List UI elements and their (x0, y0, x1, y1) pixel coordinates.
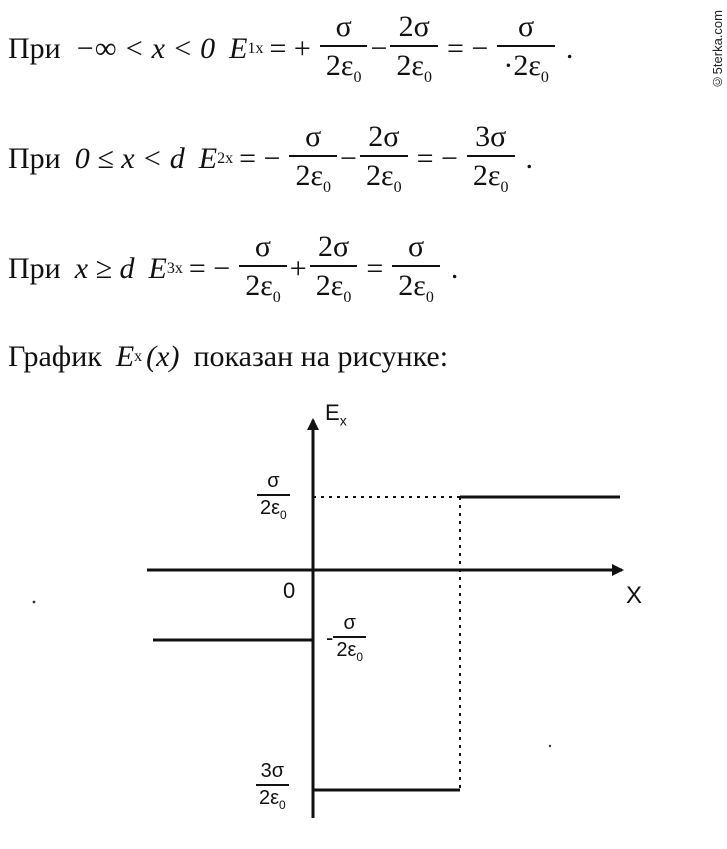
eq3-lhs-sub: 3x (166, 260, 183, 277)
eq3-fraction-3: $\frac{\sigma}{2\varepsilon_0}$ (392, 232, 440, 306)
caption-text-1: График (8, 340, 102, 373)
x-axis-label: X (626, 582, 643, 609)
eq3-equals-2: = (366, 252, 384, 285)
eq2-prefix: При (8, 142, 61, 175)
eq1-fraction-1: $\frac{\sigma}{2\varepsilon_0}$ (320, 12, 368, 86)
eq3-fraction-1: $\frac{\sigma}{2\varepsilon_0}$ (239, 232, 287, 306)
eq3-condition: x ≥ d (74, 252, 135, 285)
label-mid-value: - $\frac{\sigma}{2\varepsilon_0}$ (326, 612, 366, 664)
eq1-equals-1: = + (269, 32, 311, 65)
eq1-equals-2: = − (446, 32, 489, 65)
eq1-fraction-3: $\frac{\sigma}{\cdot 2\varepsilon_0}$ (497, 12, 555, 86)
eq2-lhs-sub: 2x (217, 150, 234, 167)
eq3-prefix: При (8, 252, 61, 285)
label-top-value: $\frac{\sigma}{2\varepsilon_0}$ (257, 470, 290, 522)
eq2-equals-1: = − (239, 142, 281, 175)
eq1-lhs: E (229, 32, 248, 65)
eq2-lhs: E (198, 142, 218, 175)
eq2-fraction-1: $\frac{\sigma}{2\varepsilon_0}$ (289, 122, 337, 196)
label-bottom-value: $\frac{3\sigma}{2\varepsilon_0}$ (256, 760, 289, 812)
caption-text-2: показан на рисунке: (193, 340, 449, 373)
eq3-lhs: E (148, 252, 167, 285)
eq3-fraction-2: $\frac{2\sigma}{2\varepsilon_0}$ (310, 232, 358, 306)
eq2-fraction-3: $\frac{3\sigma}{2\varepsilon_0}$ (467, 122, 515, 196)
caption-func-sub: x (134, 348, 143, 365)
eq2-operator: − (340, 142, 357, 175)
eq2-fraction-2: $\frac{2\sigma}{2\varepsilon_0}$ (360, 122, 408, 196)
eq1-condition: −∞ < x < 0 (74, 32, 216, 65)
eq3-operator: + (289, 252, 307, 285)
caption-arg: (x) (146, 340, 180, 373)
eq1-operator: − (370, 32, 388, 65)
y-axis-label: $E_x$ (325, 400, 347, 429)
eq1-end: . (565, 32, 574, 65)
origin-label: 0 (283, 578, 296, 603)
eq1-fraction-2: $\frac{2\sigma}{2\varepsilon_0}$ (390, 12, 438, 86)
eq2-condition: 0 ≤ x < d (74, 142, 185, 175)
eq2-equals-2: = − (416, 142, 458, 175)
watermark: ©5terka.com (710, 10, 725, 90)
eq3-equals-1: = − (188, 252, 231, 285)
eq2-end: . (525, 142, 534, 175)
eq1-prefix: При (8, 32, 61, 65)
caption-func: E (115, 340, 135, 373)
eq3-end: . (450, 252, 459, 285)
eq1-lhs-sub: 1x (247, 40, 264, 57)
